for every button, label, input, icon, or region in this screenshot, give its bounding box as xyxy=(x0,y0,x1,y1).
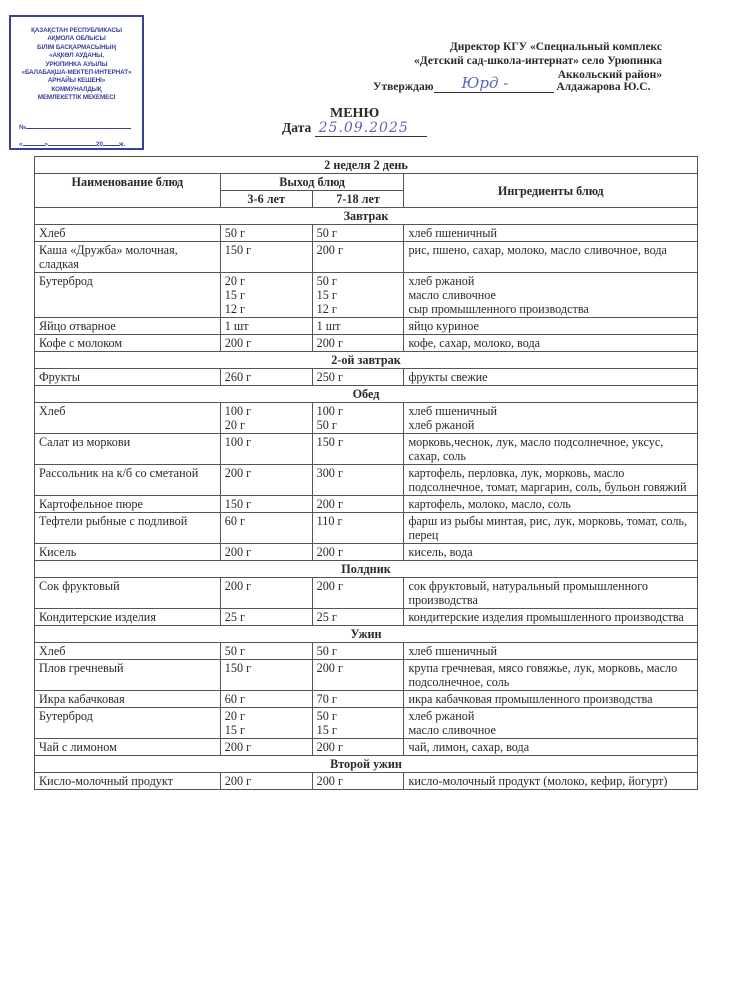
stamp-line: АРНАЙЫ КЕШЕНІ» xyxy=(47,77,106,85)
yield-7-18-line: 200 г xyxy=(316,243,343,257)
approval-line-3: Аккольский район» xyxy=(557,69,662,81)
ingredients xyxy=(404,609,698,626)
table-row xyxy=(35,578,698,609)
date-value: 25.09.2025 xyxy=(315,120,427,137)
yield-3-6 xyxy=(220,335,312,352)
ingredients-line: хлеб ржаной xyxy=(408,709,475,723)
yield-3-6 xyxy=(220,318,312,335)
yield-3-6-line: 200 г xyxy=(224,579,252,593)
yield-7-18 xyxy=(312,708,404,739)
yield-7-18 xyxy=(312,434,404,465)
ingredients-line: кондитерские изделия промышленного производства xyxy=(408,610,684,624)
ingredients xyxy=(404,225,698,242)
dish-name: Хлеб xyxy=(35,403,221,434)
yield-7-18-line: 200 г xyxy=(316,740,343,754)
approval-line-1: Директор КГУ «Специальный комплекс xyxy=(449,41,662,53)
director-name: Алдажарова Ю.С. xyxy=(556,81,651,93)
table-row xyxy=(35,465,698,496)
yield-3-6-line: 15 г xyxy=(224,723,245,737)
yield-7-18-line: 50 г xyxy=(316,418,337,432)
yield-7-18-line: 1 шт xyxy=(316,319,341,333)
dish-name: Кофе с молоком xyxy=(35,335,221,352)
ingredients xyxy=(404,773,698,790)
ingredients xyxy=(404,369,698,386)
table-row xyxy=(35,335,698,352)
yield-7-18 xyxy=(312,496,404,513)
ingredients-line: кофе, сахар, молоко, вода xyxy=(408,336,541,350)
stamp-line: ҚАЗАҚСТАН РЕСПУБЛИКАСЫ xyxy=(31,27,122,34)
yield-3-6 xyxy=(220,273,312,318)
table-row xyxy=(35,708,698,739)
header-age-7-18: 7-18 лет xyxy=(312,191,404,208)
yield-7-18 xyxy=(312,335,404,352)
ingredients-line: крупа гречневая, мясо говяжье, лук, морковь, масло подсолнечное, соль xyxy=(408,661,678,689)
ingredients xyxy=(404,691,698,708)
yield-7-18-line: 50 г xyxy=(316,274,337,288)
section-title: Обед xyxy=(35,386,698,403)
yield-7-18 xyxy=(312,225,404,242)
ingredients-line: картофель, молоко, масло, соль xyxy=(408,497,571,511)
approval-line-2: «Детский сад-школа-интернат» село Урюпинка xyxy=(414,55,662,67)
ingredients xyxy=(404,318,698,335)
ingredients-line: фрукты свежие xyxy=(408,370,488,384)
yield-3-6-line: 200 г xyxy=(224,740,252,754)
dish-name: Картофельное пюре xyxy=(35,496,221,513)
section-row xyxy=(35,626,698,643)
yield-7-18-line: 15 г xyxy=(316,723,337,737)
table-row xyxy=(35,643,698,660)
yield-3-6-line: 200 г xyxy=(224,336,252,350)
yield-7-18-line: 200 г xyxy=(316,661,343,675)
ingredients xyxy=(404,708,698,739)
yield-3-6 xyxy=(220,465,312,496)
yield-3-6-line: 100 г xyxy=(224,435,252,449)
dish-name: Хлеб xyxy=(35,643,221,660)
yield-7-18 xyxy=(312,465,404,496)
yield-3-6 xyxy=(220,242,312,273)
table-row xyxy=(35,403,698,434)
dish-name: Салат из моркови xyxy=(35,434,221,465)
stamp-date-line: « » 20 ж. xyxy=(19,141,126,148)
yield-7-18 xyxy=(312,773,404,790)
yield-7-18-line: 200 г xyxy=(316,497,343,511)
ingredients xyxy=(404,434,698,465)
ingredients-line: масло сливочное xyxy=(408,723,496,737)
yield-7-18 xyxy=(312,691,404,708)
stamp-line: УРЮПИНКА АУЫЛЫ xyxy=(45,60,108,68)
yield-3-6-line: 200 г xyxy=(224,466,252,480)
yield-7-18 xyxy=(312,513,404,544)
table-row xyxy=(35,691,698,708)
ingredients-line: хлеб ржаной xyxy=(408,418,475,432)
period-header: 2 неделя 2 день xyxy=(35,157,698,174)
ingredients-line: масло сливочное xyxy=(408,288,496,302)
dish-name: Икра кабачковая xyxy=(35,691,221,708)
yield-3-6-line: 150 г xyxy=(224,661,252,675)
section-row xyxy=(35,561,698,578)
ingredients xyxy=(404,578,698,609)
table-row xyxy=(35,318,698,335)
date-label: Дата xyxy=(282,120,312,135)
yield-3-6 xyxy=(220,691,312,708)
table-row xyxy=(35,434,698,465)
yield-3-6 xyxy=(220,578,312,609)
ingredients-line: хлеб пшеничный xyxy=(408,644,498,658)
table-row xyxy=(35,739,698,756)
dish-name: Тефтели рыбные с подливой xyxy=(35,513,221,544)
header-dish: Наименование блюд xyxy=(35,174,221,208)
yield-3-6-line: 260 г xyxy=(224,370,252,384)
ingredients-line: кисель, вода xyxy=(408,545,473,559)
section-title: Второй ужин xyxy=(35,756,698,773)
yield-3-6 xyxy=(220,225,312,242)
stamp-text xyxy=(11,27,142,103)
yield-3-6-line: 25 г xyxy=(224,610,245,624)
dish-name: Кисель xyxy=(35,544,221,561)
yield-7-18 xyxy=(312,660,404,691)
header-ingredients: Ингредиенты блюд xyxy=(404,174,698,208)
page-title: МЕНЮ xyxy=(330,106,380,121)
ingredients-line: хлеб пшеничный xyxy=(408,226,498,240)
yield-7-18 xyxy=(312,643,404,660)
ingredients xyxy=(404,335,698,352)
menu-table xyxy=(34,156,698,790)
ingredients-line: сок фруктовый, натуральный промышленного производства xyxy=(408,579,649,607)
yield-7-18-line: 70 г xyxy=(316,692,337,706)
dish-name: Кисло-молочный продукт xyxy=(35,773,221,790)
yield-3-6 xyxy=(220,739,312,756)
table-row xyxy=(35,609,698,626)
yield-7-18-line: 50 г xyxy=(316,709,337,723)
signature-field xyxy=(434,74,554,93)
ingredients-line: фарш из рыбы минтая, рис, лук, морковь, томат, соль, перец xyxy=(408,514,688,542)
stamp-line: «БАЛАБАҚША-МЕКТЕП-ИНТЕРНАТ» xyxy=(21,69,132,77)
stamp-line: АҚМОЛА ОБЛЫСЫ xyxy=(47,35,106,43)
yield-7-18 xyxy=(312,242,404,273)
yield-3-6 xyxy=(220,369,312,386)
yield-7-18 xyxy=(312,609,404,626)
official-stamp xyxy=(9,15,144,150)
yield-3-6-line: 15 г xyxy=(224,288,245,302)
yield-7-18-line: 200 г xyxy=(316,545,343,559)
yield-7-18-line: 200 г xyxy=(316,774,343,788)
dish-name: Кондитерские изделия xyxy=(35,609,221,626)
stamp-line: КОММУНАЛДЫҚ xyxy=(51,85,102,93)
dish-name: Плов гречневый xyxy=(35,660,221,691)
yield-7-18-line: 200 г xyxy=(316,336,343,350)
yield-3-6-line: 1 шт xyxy=(224,319,249,333)
yield-7-18 xyxy=(312,403,404,434)
dish-name: Рассольник на к/б со сметаной xyxy=(35,465,221,496)
table-row xyxy=(35,660,698,691)
yield-3-6 xyxy=(220,609,312,626)
table-row xyxy=(35,544,698,561)
stamp-line: БІЛІМ БАСҚАРМАСЫНЫҢ xyxy=(37,43,116,51)
dish-name: Сок фруктовый xyxy=(35,578,221,609)
dish-name: Чай с лимоном xyxy=(35,739,221,756)
ingredients-line: хлеб пшеничный xyxy=(408,404,498,418)
yield-7-18 xyxy=(312,739,404,756)
dish-name: Хлеб xyxy=(35,225,221,242)
yield-7-18-line: 150 г xyxy=(316,435,343,449)
approval-block xyxy=(414,40,662,82)
yield-3-6-line: 150 г xyxy=(224,243,252,257)
yield-3-6-line: 20 г xyxy=(224,709,245,723)
yield-3-6 xyxy=(220,403,312,434)
ingredients xyxy=(404,544,698,561)
ingredients-line: хлеб ржаной xyxy=(408,274,475,288)
yield-7-18-line: 250 г xyxy=(316,370,343,384)
yield-7-18 xyxy=(312,369,404,386)
section-title: 2-ой завтрак xyxy=(35,352,698,369)
stamp-line: «АҚКӨЛ АУДАНЫ, xyxy=(49,52,104,60)
ingredients xyxy=(404,465,698,496)
table-row xyxy=(35,496,698,513)
section-title: Полдник xyxy=(35,561,698,578)
ingredients xyxy=(404,403,698,434)
section-row xyxy=(35,386,698,403)
yield-3-6 xyxy=(220,434,312,465)
yield-3-6-line: 200 г xyxy=(224,545,252,559)
ingredients-line: сыр промышленного производства xyxy=(408,302,589,316)
ingredients xyxy=(404,513,698,544)
yield-3-6-line: 100 г xyxy=(224,404,252,418)
ingredients xyxy=(404,273,698,318)
yield-7-18-line: 200 г xyxy=(316,579,343,593)
yield-3-6-line: 60 г xyxy=(224,692,245,706)
section-row xyxy=(35,208,698,225)
section-row xyxy=(35,756,698,773)
yield-3-6 xyxy=(220,660,312,691)
dish-name: Фрукты xyxy=(35,369,221,386)
yield-3-6-line: 50 г xyxy=(224,644,245,658)
ingredients xyxy=(404,739,698,756)
ingredients-line: морковь,чеснок, лук, масло подсолнечное, уксус, сахар, соль xyxy=(408,435,664,463)
table-row xyxy=(35,369,698,386)
table-row xyxy=(35,513,698,544)
ingredients-line: яйцо куриное xyxy=(408,319,479,333)
section-row xyxy=(35,352,698,369)
yield-7-18-line: 50 г xyxy=(316,644,337,658)
table-row xyxy=(35,225,698,242)
yield-3-6 xyxy=(220,773,312,790)
ingredients-line: икра кабачковая промышленного производства xyxy=(408,692,653,706)
yield-3-6-line: 20 г xyxy=(224,274,245,288)
yield-3-6-line: 12 г xyxy=(224,302,245,316)
yield-7-18-line: 12 г xyxy=(316,302,337,316)
yield-7-18 xyxy=(312,318,404,335)
yield-3-6-line: 60 г xyxy=(224,514,245,528)
date-line xyxy=(282,120,427,137)
yield-7-18-line: 110 г xyxy=(316,514,343,528)
ingredients xyxy=(404,496,698,513)
yield-7-18-line: 25 г xyxy=(316,610,337,624)
table-row xyxy=(35,273,698,318)
yield-3-6 xyxy=(220,643,312,660)
dish-name: Бутерброд xyxy=(35,273,221,318)
table-row xyxy=(35,773,698,790)
ingredients xyxy=(404,242,698,273)
ingredients-line: картофель, перловка, лук, морковь, масло подсолнечное, томат, маргарин, соль, бульон говяжий xyxy=(408,466,687,494)
yield-3-6-line: 150 г xyxy=(224,497,252,511)
section-title: Завтрак xyxy=(35,208,698,225)
yield-3-6 xyxy=(220,513,312,544)
signature: Юрд - xyxy=(461,74,509,92)
dish-name: Яйцо отварное xyxy=(35,318,221,335)
yield-7-18-line: 300 г xyxy=(316,466,343,480)
ingredients xyxy=(404,660,698,691)
yield-7-18-line: 15 г xyxy=(316,288,337,302)
yield-3-6-line: 200 г xyxy=(224,774,252,788)
ingredients xyxy=(404,643,698,660)
stamp-line: МЕМЛЕКЕТТІК МЕКЕМЕСІ xyxy=(37,94,116,102)
header-yield: Выход блюд xyxy=(220,174,404,191)
dish-name: Бутерброд xyxy=(35,708,221,739)
approve-label: Утверждаю xyxy=(373,81,434,93)
yield-3-6-line: 50 г xyxy=(224,226,245,240)
ingredients-line: чай, лимон, сахар, вода xyxy=(408,740,530,754)
yield-7-18-line: 100 г xyxy=(316,404,343,418)
ingredients-line: кисло-молочный продукт (молоко, кефир, йогурт) xyxy=(408,774,668,788)
dish-name: Каша «Дружба» молочная, сладкая xyxy=(35,242,221,273)
yield-7-18 xyxy=(312,273,404,318)
table-row xyxy=(35,242,698,273)
section-title: Ужин xyxy=(35,626,698,643)
yield-3-6-line: 20 г xyxy=(224,418,245,432)
stamp-number-line: № xyxy=(19,121,136,132)
yield-3-6 xyxy=(220,496,312,513)
yield-7-18 xyxy=(312,578,404,609)
ingredients-line: рис, пшено, сахар, молоко, масло сливочное, вода xyxy=(408,243,667,257)
yield-3-6 xyxy=(220,708,312,739)
header-age-3-6: 3-6 лет xyxy=(220,191,312,208)
yield-3-6 xyxy=(220,544,312,561)
yield-7-18 xyxy=(312,544,404,561)
yield-7-18-line: 50 г xyxy=(316,226,337,240)
